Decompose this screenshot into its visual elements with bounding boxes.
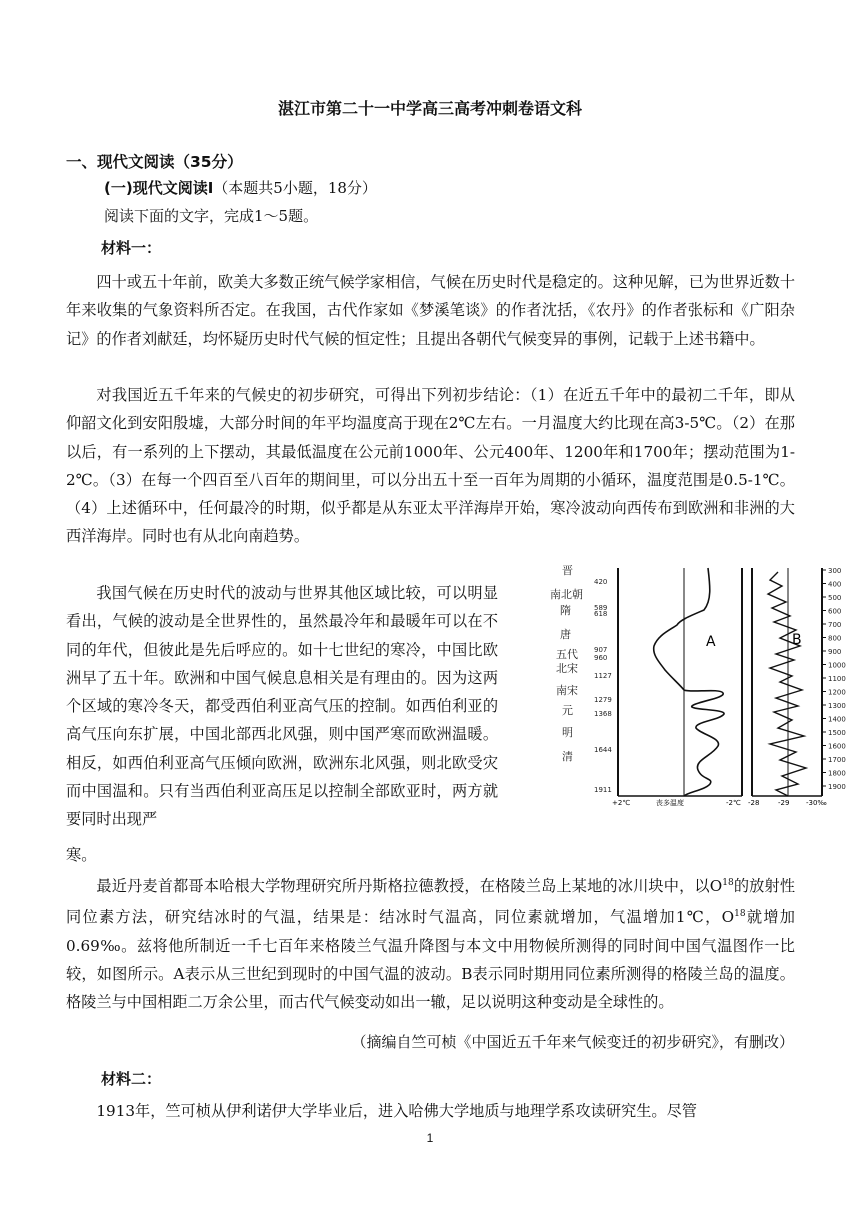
right-tick-label: 1000 xyxy=(828,661,846,670)
dynasty-label: 南宋 xyxy=(556,684,578,697)
right-tick-label: 800 xyxy=(828,634,842,643)
right-tick-label: 1800 xyxy=(828,769,846,778)
right-tick-label: 500 xyxy=(828,594,842,602)
dynasty-label: 五代 xyxy=(556,648,578,661)
paragraph-3: 我国气候在历史时代的波动与世界其他区域比较，可以明显看出，气候的波动是全世界性的，虽然最冷年和最暖年可以在不同的年代，但彼此是先后呼应的。如十七世纪的寒冷，中国比欧洲早了五十年。欧洲和中国气候息息相关是有理由的。因为这两个区域的寒冷冬天，都受西伯利亚高气压的控制。如西伯利亚的高气压向东扩展，中国北部西北风强，则中国严寒而欧洲温暖。相反，如西伯利亚高气压倾向欧洲，欧洲东北风强，则北欧受灾而中国温和。只有当西伯利亚高压足以控制全部欧亚时，两方就要同时出现严 xyxy=(66,584,498,829)
right-tick-label: 400 xyxy=(828,580,842,589)
right-tick-label: 1400 xyxy=(828,715,846,724)
dynasty-label: 清 xyxy=(562,750,573,763)
subsection-heading xyxy=(104,177,377,198)
year-label: 589 xyxy=(594,604,608,612)
section-heading: 一、现代文阅读（35分） xyxy=(66,153,243,171)
document-title: 湛江市第二十一中学高三高考冲刺卷语文科 xyxy=(277,99,582,118)
paragraph-1: 四十或五十年前，欧美大多数正统气候学家相信，气候在历史时代是稳定的。这种见解，已为世界近数十年来收集的气象资料所否定。在我国，古代作家如《梦溪笔谈》的作者沈括，《农丹》的作者张标和《广阳杂记》的作者刘献廷，均怀疑历史时代气候的恒定性；且提出各朝代气候变异的事例，记载于上述书籍中。 xyxy=(66,273,796,348)
subsection-note: （本题共5小题，18分） xyxy=(213,179,377,197)
paragraph-4 xyxy=(66,869,795,1017)
curve-a-china xyxy=(654,568,724,796)
year-label: 1644 xyxy=(594,746,612,754)
right-tick-label: 1500 xyxy=(828,729,846,737)
right-tick-label: 1700 xyxy=(828,756,846,764)
right-tick-label: 1200 xyxy=(828,688,846,697)
paragraph-3-end: 寒。 xyxy=(66,846,97,864)
dynasty-label: 唐 xyxy=(560,628,571,641)
a-axis-left-label: +2℃ xyxy=(612,799,631,806)
a-axis-right-label: -2℃ xyxy=(726,799,741,806)
dynasty-label: 南北朝 xyxy=(550,588,583,601)
b-axis-left-label: -28 xyxy=(748,799,760,806)
dynasty-label: 明 xyxy=(562,726,573,739)
b-axis-right-label: -30‰ xyxy=(806,799,827,806)
year-label: 1127 xyxy=(594,672,612,680)
right-tick-label: 1600 xyxy=(828,742,846,751)
superscript-18: 18 xyxy=(734,909,746,920)
source-citation: （摘编自竺可桢《中国近五千年来气候变迁的初步研究》，有删改） xyxy=(351,1033,794,1051)
right-tick-label: 900 xyxy=(828,648,842,656)
dynasty-label: 北宋 xyxy=(556,662,578,675)
year-label: 1279 xyxy=(594,696,612,704)
year-label: 960 xyxy=(594,654,608,662)
b-axis-mid-label: -29 xyxy=(778,799,790,806)
curve-b-greenland xyxy=(768,572,806,796)
superscript-18: 18 xyxy=(722,878,734,888)
right-tick-label: 700 xyxy=(828,621,842,629)
paragraph-2: 对我国近五千年来的气候史的初步研究，可得出下列初步结论：（1）在近五千年中的最初二千年，即从仰韶文化到安阳殷墟，大部分时间的年平均温度高于现在2℃左右。一月温度大约比现在高3-5℃。（2）在那以后，有一系列的上下摆动，其最低温度在公元前1000年、公元400年、1200年和1700年；摆动范围为1-2℃。（3）在每一个四百至八百年的期间里，可以分出五十至一百年为周期的小循环，温度范围是0.5-1℃。（4）上述循环中，任何最冷的时期，似乎都是从东亚太平洋海岸开始，寒冷波动向西传布到欧洲和非洲的大西洋海岸。同时也有从北向南趋势。 xyxy=(66,386,795,546)
label-a: A xyxy=(706,634,716,650)
right-tick-label: 600 xyxy=(828,607,842,616)
paragraph-5: 1913年，竺可桢从伊利诺伊大学毕业后，进入哈佛大学地质与地理学系攻读研究生。尽管 xyxy=(96,1102,697,1120)
right-tick-label: 300 xyxy=(828,567,842,575)
instruction-text: 阅读下面的文字，完成1～5题。 xyxy=(104,207,319,225)
climate-comparison-figure xyxy=(530,560,852,806)
material-one-label: 材料一： xyxy=(101,239,162,257)
paragraph-4-part-a: 最近丹麦首都哥本哈根大学物理研究所丹斯格拉德教授，在格陵兰岛上某地的冰川块中，以O xyxy=(96,877,723,896)
page-number: 1 xyxy=(426,1131,434,1145)
paragraph-4-part-b: 的放射性同位素方法，研究结冰时的气温，结果是：结冰时气温高，同位素就增加，气温增加1℃，O xyxy=(66,877,796,927)
right-tick-label: 1300 xyxy=(828,702,846,710)
dynasty-label: 晋 xyxy=(562,564,573,577)
right-tick-label: 1100 xyxy=(828,675,846,683)
a-axis-mid-label: 丧多温度 xyxy=(656,799,684,806)
year-label: 618 xyxy=(594,610,608,618)
year-label: 907 xyxy=(594,646,608,654)
year-label: 1368 xyxy=(594,710,612,718)
dynasty-label: 隋 xyxy=(560,604,571,617)
subsection-label: (一)现代文阅读Ⅰ xyxy=(104,179,214,197)
paragraph-4-part-c: 就增加0.69‰。兹将他所制近一千七百年来格陵兰气温升降图与本文中用物候所测得的同时间中国气温图作一比较，如图所示。A表示从三世纪到现时的中国气温的波动。B表示同时期用同位素所测得的格陵兰岛的温度。格陵兰与中国相距二万余公里，而古代气候变动如出一辙，足以说明这种变动是全球性的。 xyxy=(66,908,795,1012)
right-tick-label: 1900 xyxy=(828,783,846,791)
dynasty-label: 元 xyxy=(562,704,573,717)
year-label: 420 xyxy=(594,578,608,586)
label-b: B xyxy=(792,632,802,648)
material-two-label: 材料二： xyxy=(101,1070,162,1088)
year-label: 1911 xyxy=(594,786,612,794)
